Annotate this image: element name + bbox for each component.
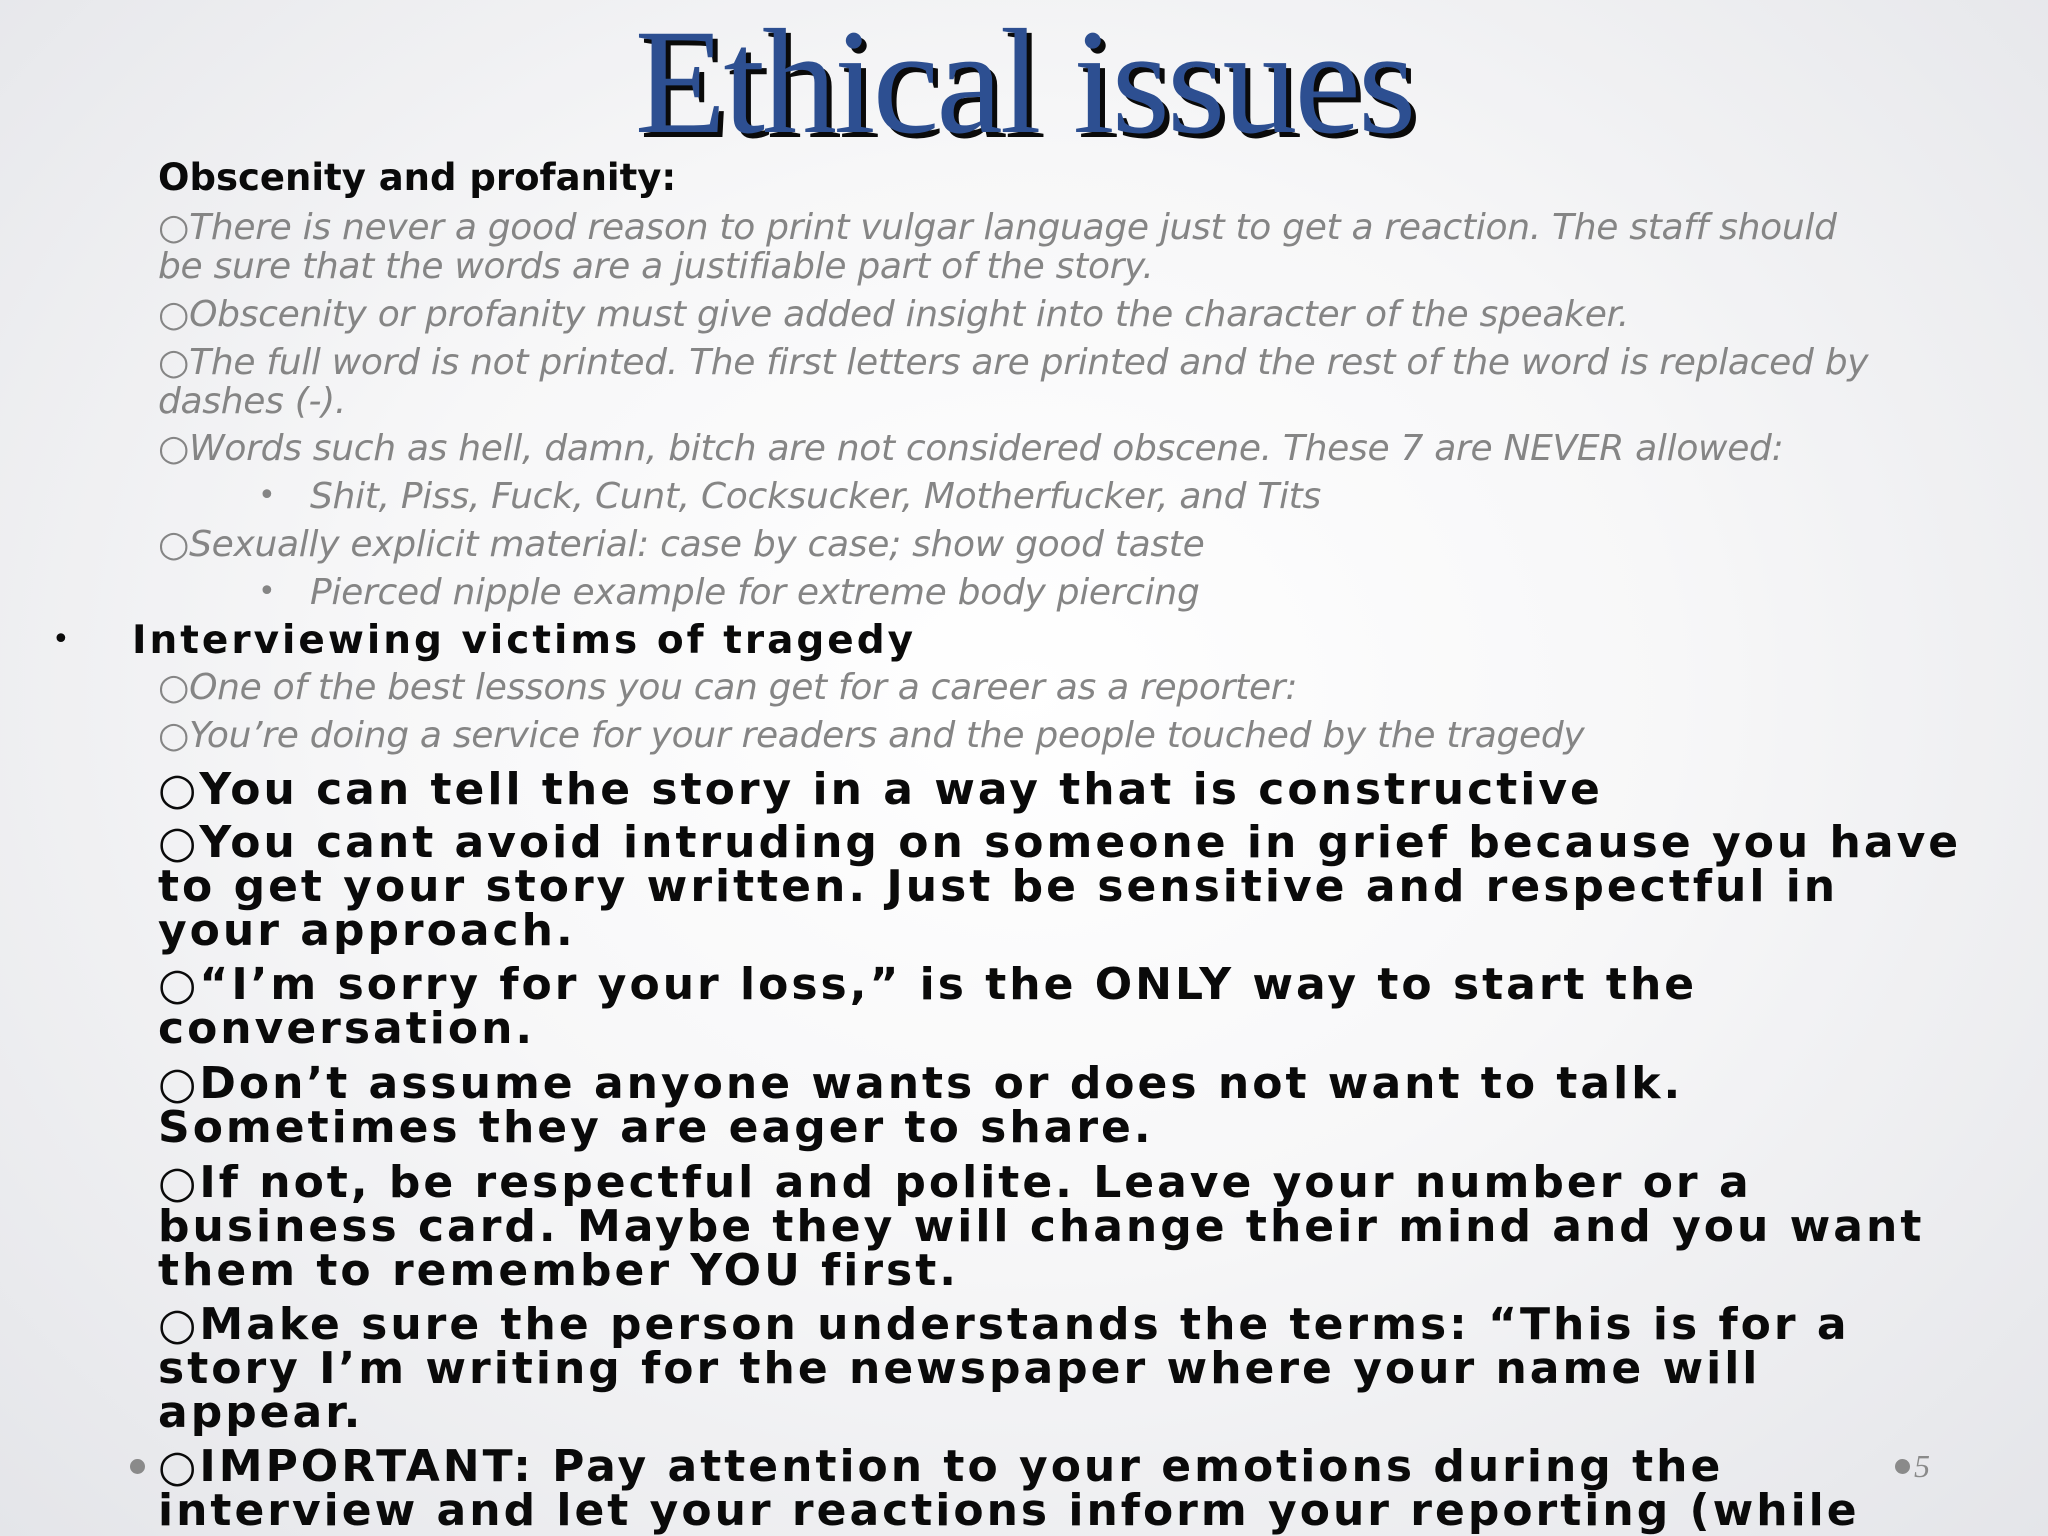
circle-bullet-icon: ○ [158,524,190,565]
item-text-line-2: be sure that the words are a justifiable part of the story. [158,246,1154,287]
item-text-line-1: Obscenity or profanity must give added insight into the character of the speaker. [189,294,1629,335]
item-text-line-1: One of the best lessons you can get for a career as a reporter: [189,667,1298,708]
interview-bold-item-3 [158,959,1698,1054]
item-text-line-1: The full word is not printed. The first letters are printed and the rest of the word is replaced by [189,342,1869,383]
item-text-line-1: You cant avoid intruding on someone in grief because you have [199,817,1962,868]
circle-bullet-icon: ○ [158,764,200,815]
item-text-line-1: Words such as hell, damn, bitch are not considered obscene. These 7 are NEVER allowed: [189,428,1784,469]
obscenity-subitem-profanity-list: Shit, Piss, Fuck, Cunt, Cocksucker, Motherfucker, and Tits [310,476,1321,517]
obscenity-item-1 [158,208,1837,286]
obscenity-item-5 [158,525,1204,564]
item-text-line-2: to get your story written. Just be sensitive and respectful in [158,861,1839,912]
item-text-line-1: If not, be respectful and polite. Leave your number or a [199,1157,1752,1208]
item-text-line-2: Sometimes they are eager to share. [158,1102,1154,1153]
circle-bullet-icon: ○ [158,959,200,1010]
section-heading-obscenity: Obscenity and profanity: [158,156,677,199]
section-heading-interviewing: Interviewing victims of tragedy [132,618,917,663]
item-text-line-1: “I’m sorry for your loss,” is the ONLY way to start the [199,959,1698,1010]
item-text-line-2: business card. Maybe they will change their mind and you want [158,1201,1925,1252]
interview-bold-item-4 [158,1058,1684,1153]
circle-bullet-icon: ○ [158,667,190,708]
interview-light-item-2 [158,716,1584,755]
item-text-line-1: Make sure the person understands the terms: “This is for a [199,1299,1850,1350]
item-text-line-1: You can tell the story in a way that is constructive [199,764,1603,815]
small-bullet-icon: • [258,574,276,609]
page-number: 5 [1914,1448,1930,1484]
circle-bullet-icon: ○ [158,715,190,756]
obscenity-item-2 [158,295,1629,334]
circle-bullet-icon: ○ [158,1441,200,1492]
item-text-line-1: You’re doing a service for your readers and the people touched by the tragedy [189,715,1585,756]
item-text-line-2: story I’m writing for the newspaper where your name will [158,1343,1761,1394]
interview-bold-item-5 [158,1157,1925,1296]
item-text-line-2: conversation. [158,1003,536,1054]
footer-dot-right-icon [1895,1459,1910,1474]
circle-bullet-icon: ○ [158,428,190,469]
circle-bullet-icon: ○ [158,1157,200,1208]
interview-light-item-1 [158,668,1297,707]
circle-bullet-icon: ○ [158,294,190,335]
small-bullet-icon: • [258,478,276,513]
item-text-line-1: IMPORTANT: Pay attention to your emotions during the [199,1441,1724,1492]
interview-bold-item-2 [158,817,1962,956]
interview-bold-item-7 [158,1441,1860,1536]
obscenity-item-3 [158,343,1868,421]
interview-bold-item-1 [158,764,1603,815]
item-text-line-3: appear. [158,1387,364,1438]
item-text-line-2: dashes (-). [158,381,347,422]
slide-title: Ethical issues [634,0,1414,165]
interview-bold-item-6 [158,1299,1850,1438]
item-text-line-1: Sexually explicit material: case by case; show good taste [189,524,1205,565]
circle-bullet-icon: ○ [158,1058,200,1109]
circle-bullet-icon: ○ [158,207,190,248]
item-text-line-1: Don’t assume anyone wants or does not want to talk. [199,1058,1684,1109]
main-bullet-icon: • [52,622,70,657]
circle-bullet-icon: ○ [158,1299,200,1350]
item-text-line-3: them to remember YOU first. [158,1245,959,1296]
circle-bullet-icon: ○ [158,342,190,383]
item-text-line-2: interview and let your reactions inform your reporting (while [158,1485,1860,1536]
circle-bullet-icon: ○ [158,817,200,868]
item-text-line-3: your approach. [158,905,576,956]
obscenity-subitem-piercing: Pierced nipple example for extreme body piercing [310,572,1200,613]
item-text-line-1: There is never a good reason to print vulgar language just to get a reaction. The staff should [189,207,1837,248]
obscenity-item-4 [158,429,1783,468]
footer-dot-left-icon [130,1459,145,1474]
